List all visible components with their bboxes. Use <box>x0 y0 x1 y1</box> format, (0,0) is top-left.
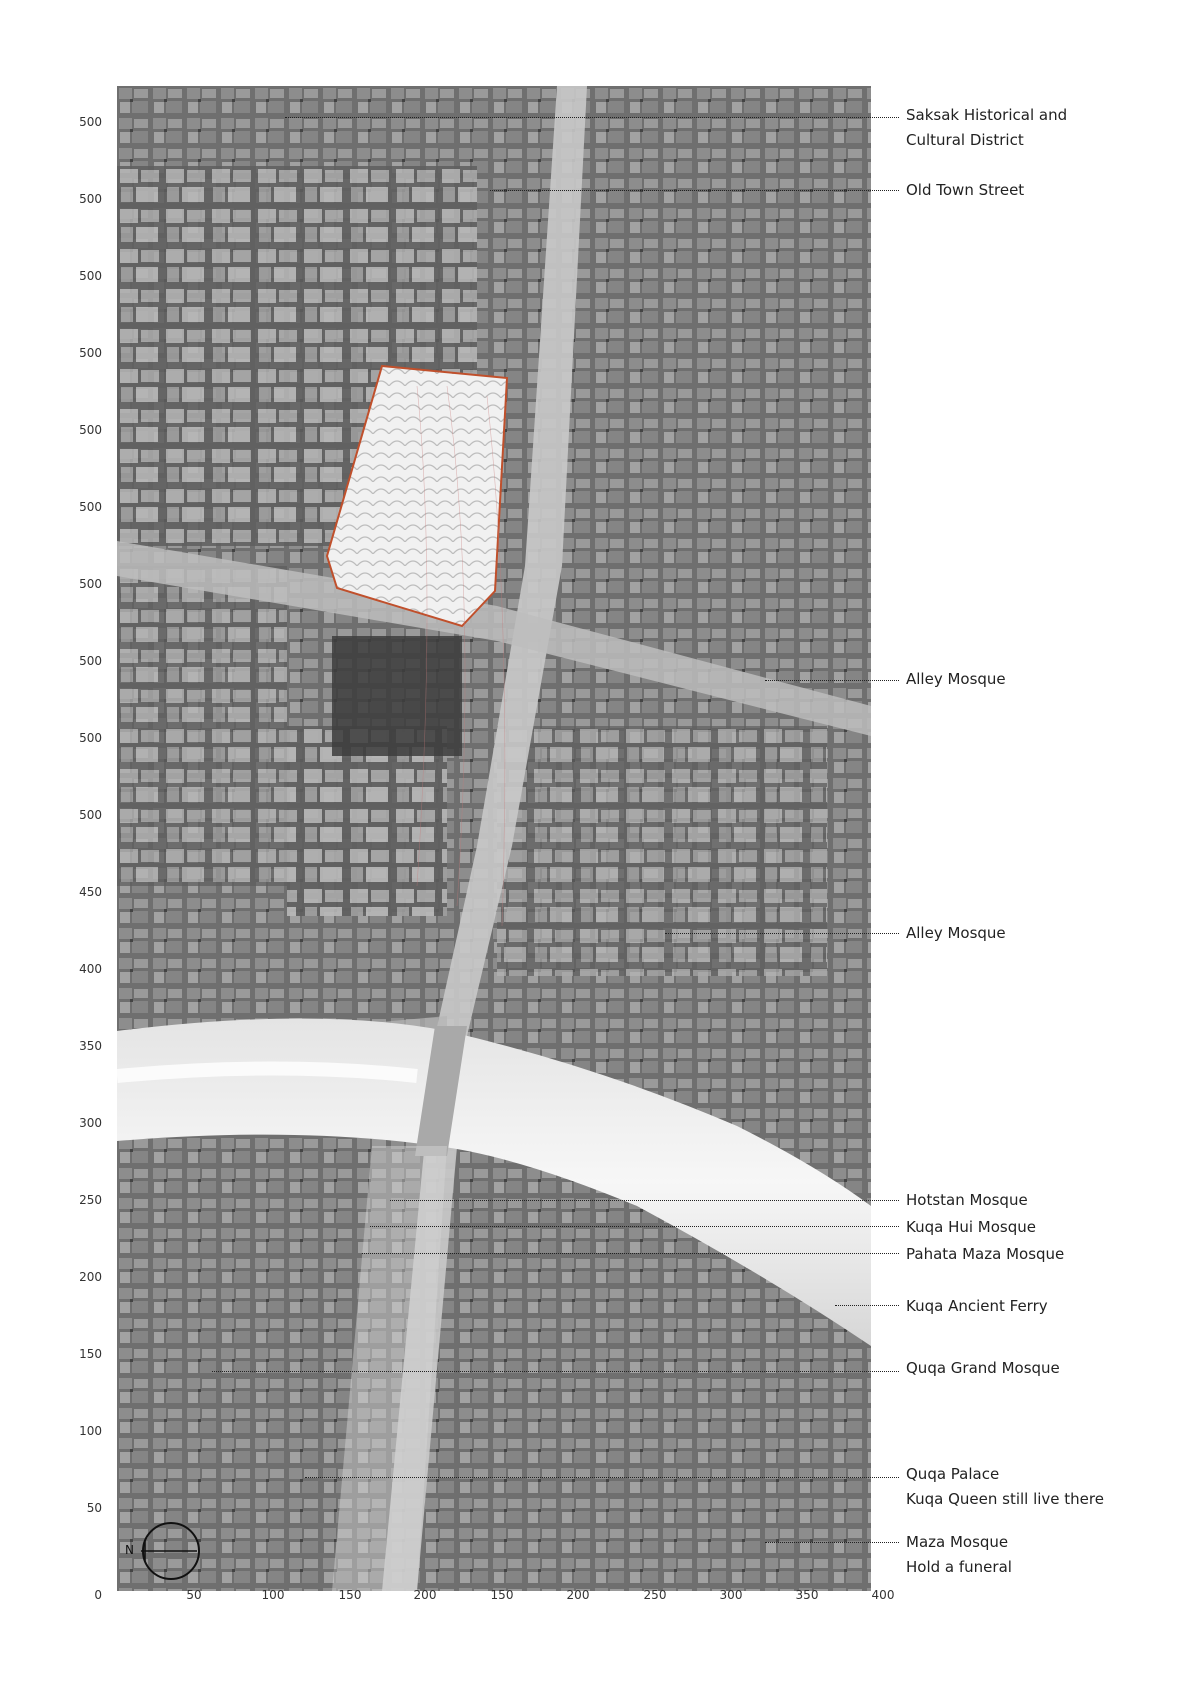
y-tick: 500 <box>79 192 102 206</box>
annotation-line: Quqa Palace <box>906 1465 1000 1483</box>
y-tick: 150 <box>79 1347 102 1361</box>
annotation-quqa-palace <box>906 1462 1104 1512</box>
annotation-alley-mosque-2 <box>906 921 1006 946</box>
y-tick: 100 <box>79 1424 102 1438</box>
y-tick: 450 <box>79 885 102 899</box>
annotation-quqa-grand-mosque <box>906 1356 1060 1381</box>
annotation-line: Alley Mosque <box>906 670 1006 688</box>
annotation-saksak <box>906 103 1067 153</box>
annotation-alley-mosque-1 <box>906 667 1006 692</box>
y-tick: 350 <box>79 1039 102 1053</box>
annotation-old-town-street <box>906 178 1024 203</box>
annotation-line: Alley Mosque <box>906 924 1006 942</box>
annotation-line: Kuqa Ancient Ferry <box>906 1297 1048 1315</box>
north-arrow-icon <box>123 1520 203 1582</box>
annotation-line: Hotstan Mosque <box>906 1191 1028 1209</box>
y-tick: 500 <box>79 808 102 822</box>
compass-north-label: N <box>125 1543 134 1557</box>
y-tick: 300 <box>79 1116 102 1130</box>
y-tick: 500 <box>79 269 102 283</box>
annotation-line: Kuqa Hui Mosque <box>906 1218 1036 1236</box>
x-tick: 200 <box>413 1588 437 1602</box>
annotation-line: Cultural District <box>906 131 1024 149</box>
y-tick: 500 <box>79 423 102 437</box>
leader-line <box>390 1200 899 1201</box>
y-tick: 500 <box>79 500 102 514</box>
leader-line <box>765 680 899 681</box>
y-tick: 50 <box>86 1501 102 1515</box>
x-tick: 300 <box>719 1588 743 1602</box>
x-tick: 50 <box>186 1588 202 1602</box>
x-tick: 150 <box>490 1588 514 1602</box>
annotation-line: Kuqa Queen still live there <box>906 1490 1104 1508</box>
y-tick: 500 <box>79 115 102 129</box>
leader-line <box>212 1371 899 1372</box>
annotation-kuqa-hui-mosque <box>906 1215 1036 1240</box>
annotation-pahata-maza-mosque <box>906 1242 1064 1267</box>
leader-line <box>362 1253 899 1254</box>
x-tick: 150 <box>338 1588 362 1602</box>
annotation-line: Saksak Historical and <box>906 106 1068 124</box>
y-tick: 500 <box>79 346 102 360</box>
x-tick: 400 <box>871 1588 895 1602</box>
annotation-line: Pahata Maza Mosque <box>906 1245 1065 1263</box>
leader-line <box>665 933 899 934</box>
annotation-hotstan-mosque <box>906 1188 1028 1213</box>
annotation-line: Old Town Street <box>906 181 1025 199</box>
leader-line <box>835 1305 899 1306</box>
leader-line <box>765 1542 899 1543</box>
x-tick: 200 <box>566 1588 590 1602</box>
y-tick: 500 <box>79 654 102 668</box>
annotation-line: Quqa Grand Mosque <box>906 1359 1060 1377</box>
y-tick: 400 <box>79 962 102 976</box>
annotation-line: Maza Mosque <box>906 1533 1009 1551</box>
x-tick: 100 <box>261 1588 285 1602</box>
annotation-line: Hold a funeral <box>906 1558 1012 1576</box>
leader-line <box>490 190 899 191</box>
x-tick: 350 <box>795 1588 819 1602</box>
y-tick: 250 <box>79 1193 102 1207</box>
y-tick: 500 <box>79 731 102 745</box>
leader-line <box>285 117 899 118</box>
y-tick: 500 <box>79 577 102 591</box>
annotation-maza-mosque <box>906 1530 1012 1580</box>
leader-line <box>305 1477 899 1478</box>
y-tick: 200 <box>79 1270 102 1284</box>
leader-line <box>370 1226 899 1227</box>
aerial-map <box>117 86 871 1591</box>
y-tick: 0 <box>94 1588 102 1602</box>
annotation-kuqa-ancient-ferry <box>906 1294 1048 1319</box>
x-tick: 250 <box>643 1588 667 1602</box>
